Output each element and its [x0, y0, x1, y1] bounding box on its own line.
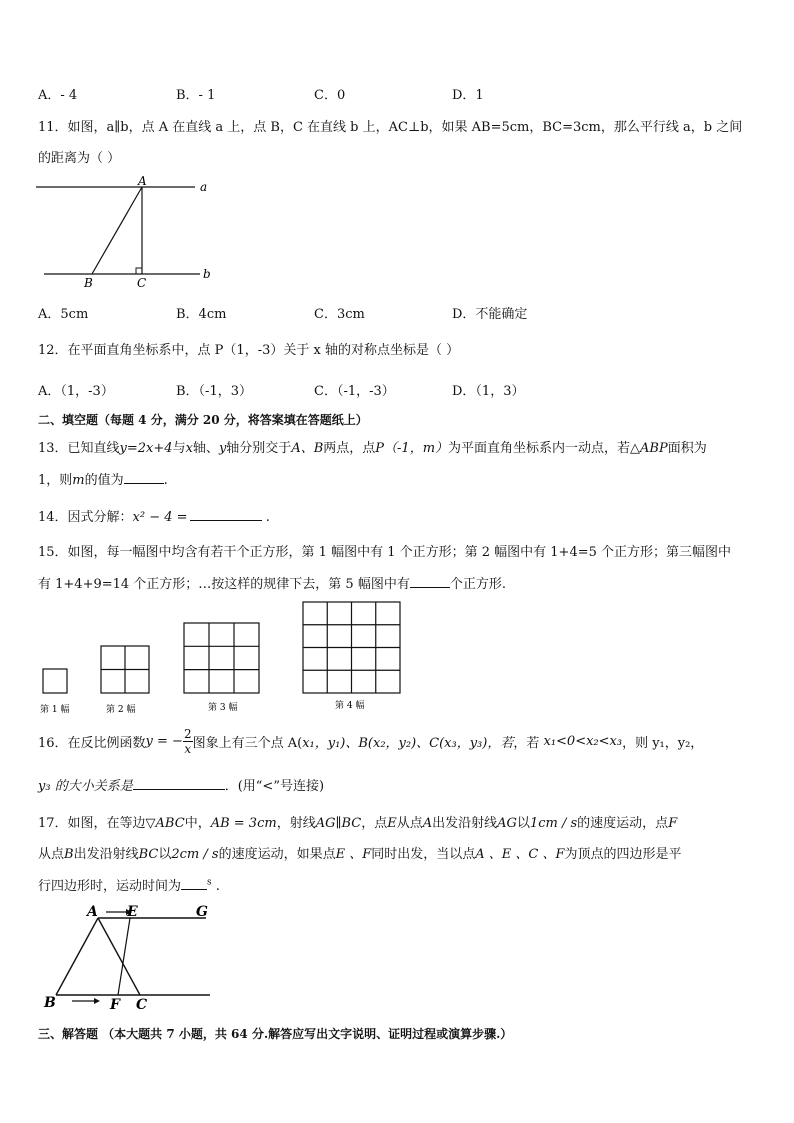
label-c: C: [136, 997, 148, 1013]
fig1-caption: 第 1 幅: [40, 705, 70, 715]
q14-stem: 14．因式分解：x² − 4 = .: [38, 510, 270, 525]
q12-option-d: D．（1，3）: [452, 384, 525, 399]
arrow-bf-head: [94, 998, 100, 1004]
q11-stem-line2: 的距离为（ ）: [38, 151, 121, 166]
fig2-caption: 第 2 幅: [106, 705, 136, 715]
fig3-caption: 第 3 幅: [208, 703, 238, 713]
label-point-b: B: [84, 276, 93, 290]
q15-stem-line1: 15．如图，每一幅图中均含有若干个正方形，第 1 幅图中有 1 个正方形；第 2 幅图中有 1+4=5 个正方形；第三幅图中: [38, 545, 732, 560]
section3-title: 三、解答题 （本大题共 7 小题，共 64 分.解答应写出文字说明、证明过程或演算步骤.）: [38, 1027, 513, 1041]
q13-stem-line1: 13．已知直线y=2x+4与x轴、y轴分别交于A、B两点，点P（-1，m）为平面直角坐标系内一动点，若△ABP面积为: [38, 441, 707, 456]
side-ab: [56, 918, 98, 995]
q10-option-a: A．- 4: [38, 88, 78, 103]
label-f: F: [110, 997, 120, 1013]
q16-answer-blank[interactable]: [133, 777, 225, 790]
fig4-grid: [303, 602, 400, 693]
fig2-grid: [101, 646, 149, 693]
q11-option-b: B．4cm: [176, 307, 227, 322]
q12-option-b: B．（-1，3）: [176, 384, 252, 399]
label-line-b: b: [203, 267, 211, 281]
label-line-a: a: [200, 180, 208, 194]
segment-ef: [118, 918, 130, 995]
q11-option-a: A．5cm: [38, 307, 89, 322]
q17-figure: [40, 900, 240, 1015]
q11-figure: [30, 172, 230, 292]
label-g: G: [196, 904, 208, 920]
label-point-a: A: [138, 174, 147, 188]
fig4-caption: 第 4 幅: [335, 701, 365, 711]
q13-stem-line2: 1，则m的值为 .: [38, 473, 168, 488]
label-e: E: [127, 904, 138, 920]
q13-answer-blank[interactable]: [124, 471, 164, 484]
label-a: A: [87, 904, 98, 920]
right-angle-mark: [136, 268, 142, 274]
label-point-c: C: [137, 276, 147, 290]
q11-option-c: C．3cm: [314, 307, 365, 322]
fig3-grid: [184, 623, 259, 693]
q15-stem-line2: 有 1+4+9=14 个正方形；…按这样的规律下去，第 5 幅图中有 个正方形.: [38, 577, 506, 592]
side-ac: [98, 918, 140, 995]
q10-option-c: C．0: [314, 88, 346, 103]
q15-answer-blank[interactable]: [410, 575, 450, 588]
fig1-square: [43, 669, 67, 693]
q10-option-b: B．- 1: [176, 88, 216, 103]
q17-answer-blank[interactable]: [181, 877, 207, 890]
q17-stem-line1: 17．如图，在等边▽ABC中，AB = 3cm，射线AG∥BC，点E从点A出发沿射线AG以1cm / s的速度运动，点F: [38, 816, 678, 831]
segment-ab: [92, 187, 142, 274]
q17-stem-line3: 行四边形时，运动时间为 $^s$ .: [38, 877, 220, 894]
q11-option-d: D．不能确定: [452, 307, 528, 322]
q16-stem-line1: 16．在反比例函数y = − $\frac{2}{x}$ 图象上有三个点 A(x₁，y₁)、B(x₂，y₂)、C(x₃，y₃)，若，若 x₁<0<x₂<x₃，则 y₁，y₂，: [38, 727, 704, 756]
q14-answer-blank[interactable]: [190, 508, 262, 521]
q12-option-a: A．（1，-3）: [38, 384, 114, 399]
q12-option-c: C．（-1，-3）: [314, 384, 395, 399]
q15-figure: [30, 595, 430, 720]
q10-option-d: D．1: [452, 88, 484, 103]
q11-stem-line1: 11．如图，a∥b，点 A 在直线 a 上，点 B，C 在直线 b 上，AC⊥b，如果 AB=5cm，BC=3cm，那么平行线 a，b 之间: [38, 120, 743, 135]
fraction-2-over-x: $\frac{2}{x}$: [183, 727, 192, 756]
section2-title: 二、填空题（每题 4 分，满分 20 分，将答案填在答题纸上）: [38, 413, 368, 427]
q16-stem-line2: y₃ 的大小关系是 ．(用“<”号连接): [38, 779, 325, 794]
q17-stem-line2: 从点B出发沿射线BC以2cm / s的速度运动，如果点E 、F同时出发，当以点A 、E 、C 、F为顶点的四边形是平: [38, 847, 682, 862]
q12-stem: 12．在平面直角坐标系中，点 P（1，-3）关于 x 轴的对称点坐标是（ ）: [38, 343, 460, 358]
label-b: B: [44, 995, 56, 1011]
